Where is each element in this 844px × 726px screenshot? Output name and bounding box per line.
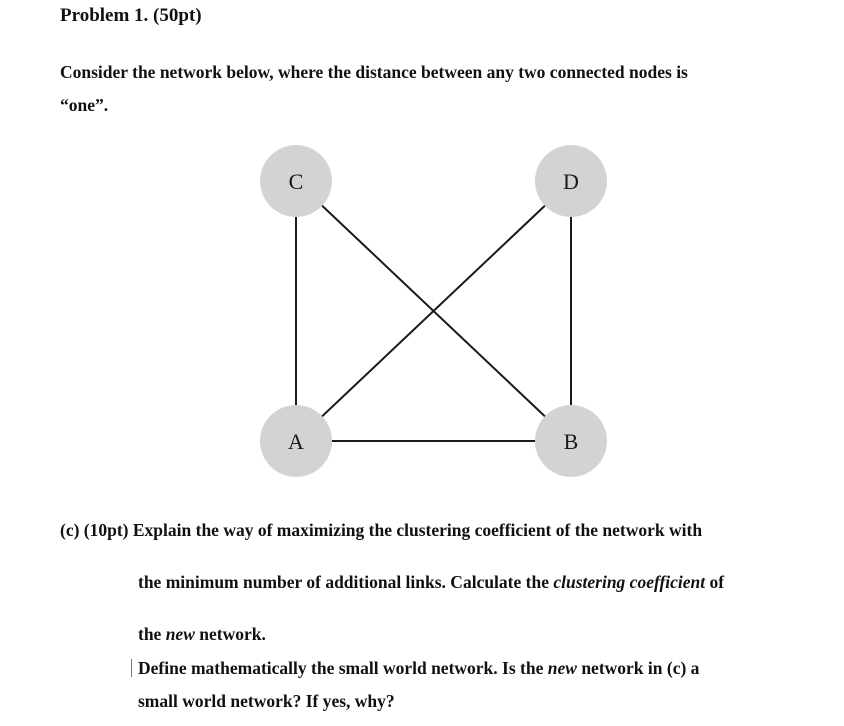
text-cursor — [131, 659, 132, 677]
question-d-line-1-post: network in (c) a — [576, 658, 700, 678]
new-term-2: new — [547, 658, 577, 678]
node-a-label: A — [288, 429, 304, 454]
question-d-line-2: small world network? If yes, why? — [138, 691, 395, 711]
question-c-line-2 — [138, 571, 724, 593]
problem-intro-line-1: Consider the network below, where the distance between any two connected nodes is — [60, 62, 688, 82]
node-d-label: D — [563, 169, 579, 194]
clustering-coefficient-term: clustering coefficient — [553, 572, 706, 592]
node-c-label: C — [288, 169, 304, 194]
question-d-line-1-pre: Define mathematically the small world network. Is the — [138, 658, 548, 678]
node-c — [260, 145, 332, 217]
problem-title: Problem 1. (50pt) — [60, 5, 202, 26]
node-b — [535, 405, 607, 477]
question-c-line-3-pre: the — [138, 624, 166, 644]
node-d — [535, 145, 607, 217]
new-term: new — [165, 624, 195, 644]
problem-intro-line-2: “one”. — [60, 95, 109, 115]
node-a — [260, 405, 332, 477]
question-c-line-3 — [138, 623, 266, 645]
question-c-line-2-post: of — [705, 572, 725, 592]
node-b-label: B — [563, 429, 579, 454]
question-d-line-1 — [138, 657, 699, 679]
question-c-line-3-post: network. — [194, 624, 266, 644]
network-edges — [296, 181, 571, 441]
question-c-line-2-pre: the minimum number of additional links. Calculate the — [138, 572, 554, 592]
question-c-line-1: (c) (10pt) Explain the way of maximizing the clustering coefficient of the network with — [60, 520, 703, 540]
